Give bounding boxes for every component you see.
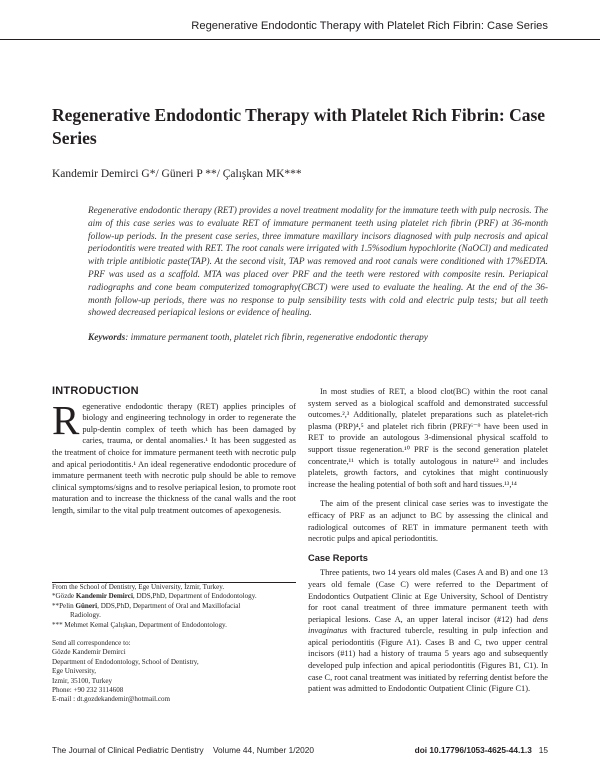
footer-doi-page	[415, 745, 548, 755]
aff-name: Güneri	[75, 601, 98, 610]
case-text-a: Three patients, two 14 years old males (Cases A and B) and one 13 years old female (Case C) were referred to the Department of Endodontics Outpatient Clinic at Ege University, School of Dentistry for root canal treatment of three immature permanent teeth with periapical lesions. Case A, an upper lateral incisor (#12) had	[308, 568, 548, 624]
journal-volume: Volume 44, Number 1/2020	[212, 745, 314, 755]
correspondence-line: Ege University,	[52, 667, 97, 676]
footer-journal	[52, 745, 314, 755]
affiliation-author-2	[52, 602, 296, 611]
case-text-italic: dens invaginatus	[308, 614, 548, 636]
keywords	[88, 333, 548, 343]
correspondence-phone: Phone: +90 232 3114608	[52, 686, 124, 695]
article-authors: Kandemir Demirci G*/ Güneri P **/ Çalışkan MK***	[52, 168, 302, 180]
left-column	[52, 386, 296, 525]
affiliation-author-2-cont: Radiology.	[70, 611, 101, 620]
doi: doi 10.17796/1053-4625-44.1.3	[414, 745, 532, 755]
aff-prefix: *Gözde	[52, 592, 76, 601]
intro-text: egenerative endodontic therapy (RET) applies principles of biology and engineering technology in order to regenerate the pulp-dentin complex of teeth which has been damaged by caries, trauma, or dental anomalies.¹ It has been suggested as the treatment of choice for immature permanent teeth with necrotic pulp and apical periodontitis.¹ An ideal regenerative endodontic procedure of immature permanent teeth with necrotic pulp should be able to remove clinical symptoms/signs and to resolve periapical lesion, to promote root maturation and to increase the thickness of the canal walls and the root length, similar to the vital pulp treatment outcomes of apexogenesis.	[52, 401, 296, 515]
correspondence-email: E-mail : dt.gozdekandemir@hotmail.com	[52, 695, 171, 704]
page-number: 15	[538, 745, 548, 755]
correspondence-line: Gözde Kandemir Demirci	[52, 648, 126, 657]
aim-paragraph: The aim of the present clinical case series was to investigate the efficacy of PRF as an adjunct to BC by assessing the clinical and radiological outcomes of RET in immature permanent teeth with necrotic pulps and apical periodontitis.	[308, 499, 548, 544]
scaffold-paragraph: In most studies of RET, a blood clot(BC) within the root canal system served as a biological scaffold and demonstrated successful outcomes.²,³ Additionally, platelet preparations such as platelet-rich plasma (PRP)⁴,⁵ and platelet rich fibrin (PRF)⁶⁻⁹ have been used in RET to provide an autologous 3-dimensional physical scaffold to support tissue regeneration.¹⁰ PRF is the second generation platelet concentrate,¹¹ which is totally autologous in nature¹² and includes platelets, growth factors, and cytokines that might continuously increase the healing potential of both soft and hard tissues.¹³,¹⁴	[308, 387, 548, 489]
keywords-label: Keywords	[88, 333, 126, 343]
header-rule	[0, 39, 600, 40]
case-reports-heading: Case Reports	[308, 552, 368, 563]
aff-prefix: **Pelin	[52, 601, 76, 610]
abstract: Regenerative endodontic therapy (RET) provides a novel treatment modality for the immature teeth with pulp necrosis. The aim of this case series was to evaluate RET of immature permanent teeth using platelet rich fibrin (PRF) at 36-month follow-up periods. In the present case series, three immature maxillary incisors diagnosed with pulp necrosis and apical periodontitis were treated with RET. The root canals were irrigated with 1.5%sodium hypochlorite (NaOCl) and medicated with triple antibiotic paste(TAP). At the second visit, TAP was removed and root canals were conditioned with 17%EDTA. PRF was used as a scaffold. MTA was placed over PRF and the teeth were restored with composite resin. Periapical radiographs and cone beam computerized tomography(CBCT) were used to evaluate the healing. At the end of the 36-month follow-up periods, there was no response to pulp sensibility tests with cold and electric pulp tests; but all teeth showed decreased periapical lesions or evidence of healing.	[88, 206, 548, 319]
aff-suffix: , DDS,PhD, Department of Endodontology.	[132, 592, 257, 601]
aff-name: Kandemir Demirci	[75, 592, 133, 601]
affiliation-line: From the School of Dentistry, Ege University, İzmir, Turkey.	[52, 583, 225, 591]
intro-paragraph	[52, 396, 296, 517]
affiliation-author-3: *** Mehmet Kemal Çalışkan, Department of Endodontology.	[52, 620, 227, 629]
introduction-heading: INTRODUCTION	[52, 385, 139, 397]
affiliation-author-1	[52, 592, 296, 601]
case-paragraph	[308, 567, 548, 695]
aff-suffix: , DDS,PhD, Department of Oral and Maxillofacial	[97, 601, 241, 610]
correspondence-line: Department of Endodontology, School of Dentistry,	[52, 657, 199, 666]
case-text-b: with fractured tubercle, resulting in pulp infection and apical periodontitis (Figure A1). Cases B and C, two upper central incisors (#11) had a history of trauma 5 years ago and subsequently developed pulp infection and apical periodontitis (Figures B1, C1). In case C, root canal treatment was initiated by referring dentist before the patient was admitted to Endodontic Outpatient Clinic (Figure C1).	[308, 626, 548, 694]
affiliations-block	[52, 582, 296, 705]
drop-cap: R	[52, 396, 80, 443]
journal-name: The Journal of Clinical Pediatric Dentistry	[52, 745, 204, 755]
running-head: Regenerative Endodontic Therapy with Platelet Rich Fibrin: Case Series	[191, 20, 548, 32]
correspondence-line: Izmir, 35100, Turkey	[52, 676, 113, 685]
right-column	[308, 386, 548, 703]
correspondence-label: Send all correspondence to:	[52, 639, 131, 648]
keywords-text: : immature permanent tooth, platelet rich fibrin, regenerative endodontic therapy	[125, 333, 428, 343]
article-title: Regenerative Endodontic Therapy with Platelet Rich Fibrin: Case Series	[52, 105, 546, 148]
